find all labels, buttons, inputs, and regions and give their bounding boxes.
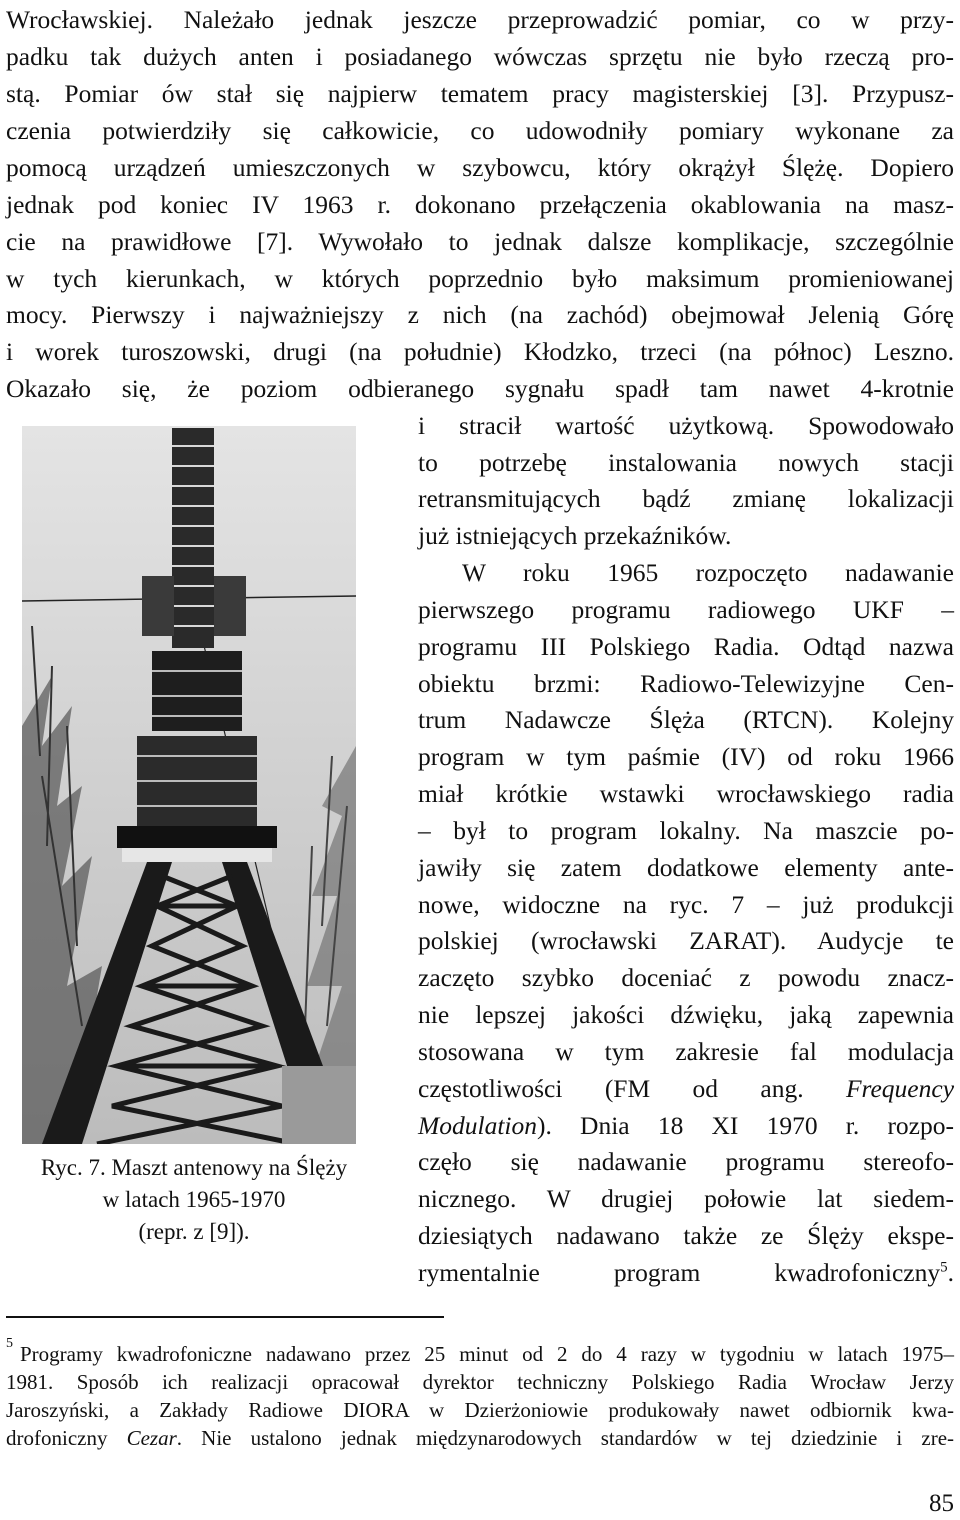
figure-caption-line: Ryc. 7. Maszt antenowy na Ślęży — [40, 1155, 348, 1180]
footnote-line: Programy kwadrofoniczne nadawano przez 25 minut od 2 do 4 razy w tygodniu w latach 1975– — [20, 1342, 954, 1366]
column-line: jawiły się zatem dodatkowe elementy ante- — [418, 853, 954, 882]
column-line: programu III Polskiego Radia. Odtąd nazwa — [418, 632, 954, 661]
column-line: nicznego. W drugiej połowie lat siedem- — [418, 1184, 954, 1213]
body-line: mocy. Pierwszy i najważniejszy z nich (na zachód) obejmował Jelenią Górę — [6, 300, 954, 329]
column-line: retransmitujących bądź zmianę lokalizacji — [418, 484, 954, 513]
footnote-reference: 5 — [940, 1259, 948, 1276]
column-line: nowe, widoczne na ryc. 7 – już produkcji — [418, 890, 954, 919]
column-text: ). Dnia 18 XI 1970 r. rozpo- — [537, 1111, 954, 1140]
mast-photo — [22, 426, 356, 1144]
body-line: Okazało się, że poziom odbieranego sygnału spadł tam nawet 4-krotnie — [6, 374, 954, 403]
column-text: . — [947, 1258, 954, 1287]
column-line: W roku 1965 rozpoczęto nadawanie — [462, 558, 954, 587]
footnote-line — [6, 1424, 954, 1452]
figure-caption-line: (repr. z [9]). — [138, 1219, 250, 1244]
column-line: miał krótkie wstawki wrocławskiego radia — [418, 779, 954, 808]
body-line: i worek turoszowski, drugi (na południe) Kłodzko, trzeci (na północ) Leszno. — [6, 337, 954, 366]
italic-term: Modulation — [418, 1111, 537, 1140]
footnote-mark: 5 — [6, 1336, 13, 1351]
body-line: Wrocławskiej. Należało jednak jeszcze przeprowadzić pomiar, co w przy- — [6, 5, 954, 34]
antenna-mast-image — [22, 426, 356, 1144]
column-line: już istniejących przekaźników. — [418, 521, 732, 550]
column-line: dziesiątych nadawano także ze Ślęży ekspe- — [418, 1221, 954, 1250]
footnote-line: Jaroszyński, a Zakłady Radiowe DIORA w Dzierżoniowie produkowały nawet odbiornik kwa- — [6, 1398, 954, 1422]
column-line: pierwszego programu radiowego UKF – — [418, 595, 954, 624]
body-line: padku tak dużych anten i posiadanego wówczas sprzętu nie było rzeczą pro- — [6, 42, 954, 71]
column-line: częło się nadawanie programu stereofo- — [418, 1147, 954, 1176]
italic-term: Cezar — [126, 1426, 177, 1450]
footnote-line: 1981. Sposób ich realizacji opracował dyrektor techniczny Polskiego Radia Wrocław Jerzy — [6, 1370, 954, 1394]
column-line: polskiej (wrocławski ZARAT). Audycje te — [418, 926, 954, 955]
column-line: i stracił wartość użytkową. Spowodowało — [418, 411, 954, 440]
body-line: pomocą urządzeń umieszczonych w szybowcu, który okrążył Ślężę. Dopiero — [6, 153, 954, 182]
column-line: zaczęto szybko doceniać z powodu znacz- — [418, 963, 954, 992]
body-line: stą. Pomiar ów stał się najpierw tematem pracy magisterskiej [3]. Przypusz- — [6, 79, 954, 108]
body-line: w tych kierunkach, w których poprzednio było maksimum promieniowanej — [6, 264, 954, 293]
figure-caption-line: w latach 1965-1970 — [102, 1187, 286, 1212]
column-line: obiektu brzmi: Radiowo-Telewizyjne Cen- — [418, 669, 954, 698]
column-line: nie lepszej jakości dźwięku, jaką zapewnia — [418, 1000, 954, 1029]
column-line — [418, 1071, 954, 1108]
column-line: stosowana w tym zakresie fal modulacja — [418, 1037, 954, 1066]
column-text: rymentalnie program kwadrofoniczny — [418, 1258, 941, 1287]
column-line: to potrzebę instalowania nowych stacji — [418, 448, 954, 477]
body-line: cie na prawidłowe [7]. Wywołało to jednak dalsze komplikacje, szczególnie — [6, 227, 954, 256]
column-line: program w tym paśmie (IV) od roku 1966 — [418, 742, 954, 771]
footnote-text: drofoniczny — [6, 1426, 127, 1450]
footnote-divider — [6, 1316, 444, 1318]
page-number: 85 — [929, 1490, 954, 1517]
column-line: – był to program lokalny. Na maszcie po- — [418, 816, 954, 845]
column-text: częstotliwości (FM od ang. — [418, 1074, 804, 1103]
column-line — [418, 1108, 954, 1145]
column-line: trum Nadawcze Ślęża (RTCN). Kolejny — [418, 705, 954, 734]
footnote-text: . Nie ustalono jednak międzynarodowych standardów w tej dziedzinie i zre- — [176, 1426, 955, 1450]
body-line: jednak pod koniec IV 1963 r. dokonano przełączenia okablowania na masz- — [6, 190, 954, 219]
column-line — [418, 1255, 954, 1292]
italic-term: Frequency — [845, 1074, 955, 1103]
body-line: czenia potwierdziły się całkowicie, co udowodniły pomiary wykonane za — [6, 116, 954, 145]
